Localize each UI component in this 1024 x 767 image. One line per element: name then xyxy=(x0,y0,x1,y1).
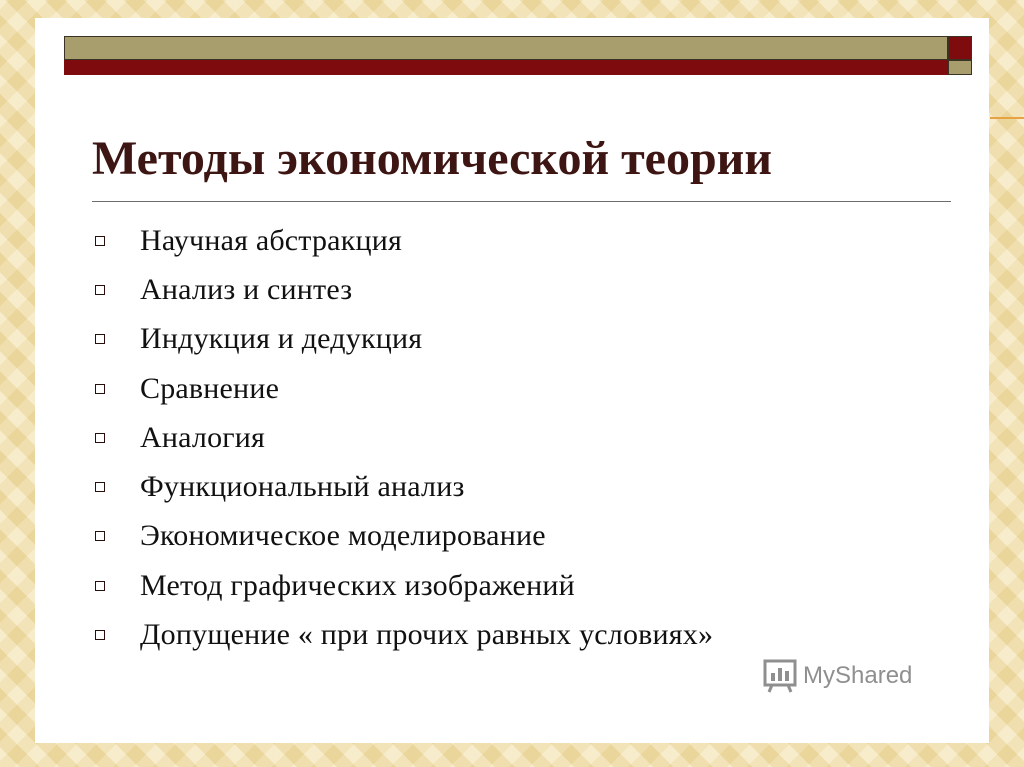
hollow-square-bullet-icon xyxy=(95,482,105,492)
slide-title: Методы экономической теории xyxy=(92,132,772,185)
myshared-watermark[interactable] xyxy=(763,659,912,693)
bullet-text: Функциональный анализ xyxy=(140,470,465,504)
list-item xyxy=(95,610,713,659)
list-item xyxy=(95,413,713,462)
hollow-square-bullet-icon xyxy=(95,581,105,591)
bullet-text: Сравнение xyxy=(140,371,280,405)
bullet-text: Научная абстракция xyxy=(140,223,402,257)
bullet-text: Метод графических изображений xyxy=(140,568,575,602)
bullet-text: Индукция и дедукция xyxy=(140,322,423,356)
list-item xyxy=(95,364,713,413)
bullet-text: Допущение « при прочих равных условиях» xyxy=(140,618,714,652)
watermark-text: MyShared xyxy=(803,662,913,689)
hollow-square-bullet-icon xyxy=(95,285,105,295)
title-underline xyxy=(92,201,951,202)
list-item xyxy=(95,462,713,511)
header-corner-olive-square xyxy=(948,60,972,75)
list-item xyxy=(95,265,713,314)
myshared-logo-icon xyxy=(763,659,797,693)
bullet-text: Экономическое моделирование xyxy=(140,519,546,553)
background-accent-line xyxy=(990,117,1024,119)
header-corner-red-square xyxy=(948,36,972,60)
hollow-square-bullet-icon xyxy=(95,236,105,246)
bullet-text: Анализ и синтез xyxy=(140,272,353,306)
hollow-square-bullet-icon xyxy=(95,384,105,394)
header-bar-olive-stripe xyxy=(64,36,948,60)
list-item xyxy=(95,216,713,265)
hollow-square-bullet-icon xyxy=(95,630,105,640)
list-item xyxy=(95,512,713,561)
hollow-square-bullet-icon xyxy=(95,334,105,344)
hollow-square-bullet-icon xyxy=(95,531,105,541)
list-item xyxy=(95,315,713,364)
bullet-text: Аналогия xyxy=(140,420,266,454)
bullet-list xyxy=(95,216,713,660)
header-bar-red-stripe xyxy=(64,60,948,75)
list-item xyxy=(95,561,713,610)
slide xyxy=(35,18,989,743)
hollow-square-bullet-icon xyxy=(95,433,105,443)
decorative-header-bar xyxy=(64,36,972,76)
